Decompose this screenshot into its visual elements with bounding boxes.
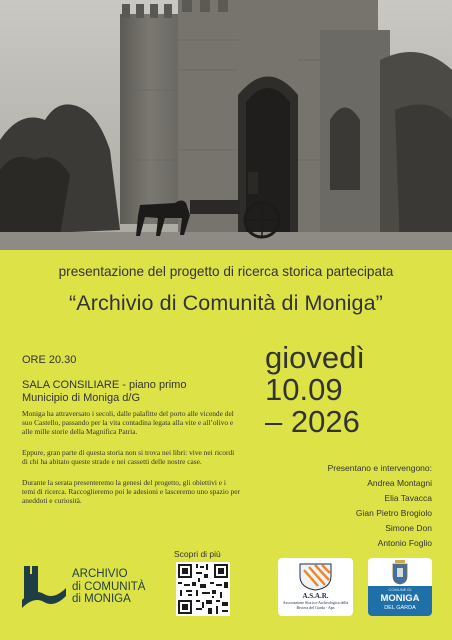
presenters-heading: Presentano e intervengono: [327, 463, 432, 473]
date-day: giovedì [265, 340, 365, 375]
presenter-name: Gian Pietro Brogiolo [355, 508, 432, 518]
description-paragraph-2: Eppure, gran parte di questa storia non si trova nei libri: vive nei ricordi di chi ha abitato queste strade e nei cassetti delle nostre case. [22, 448, 235, 466]
presenters-list [328, 461, 432, 551]
description-paragraph-3: Durante la serata presenteremo la genesi del progetto, gli obiettivi e i temi di ricerca. Raccoglieremo poi le adesioni e lasceremo uno spazio per aneddoti e curiosità. [22, 478, 240, 505]
coat-of-arms-icon [368, 558, 432, 586]
logo-line-3: di MONIGA [72, 593, 131, 605]
asar-emblem-icon [278, 558, 353, 592]
event-time: ORE 20.30 [22, 354, 77, 366]
moniga-comune: COMUNE DI [388, 587, 412, 592]
castle-logo-icon [22, 562, 66, 608]
asar-name: A.S.A.R. [302, 592, 329, 600]
moniga-logo [368, 558, 432, 616]
asar-logo [278, 558, 353, 616]
presenter-name: Antonio Foglio [377, 538, 432, 548]
venue-line-2: Municipio di Moniga d/G [22, 392, 141, 404]
presenter-name: Andrea Montagni [367, 478, 432, 488]
event-subtitle: presentazione del progetto di ricerca storica partecipata [58, 264, 394, 279]
moniga-sub: DEL GARDA [384, 605, 416, 611]
qr-label: Scopri di più [174, 549, 221, 559]
logo-line-2: di COMUNITÀ [72, 580, 146, 593]
date-date: 10.09 [265, 372, 343, 407]
presenter-name: Elia Tavacca [384, 493, 432, 503]
date-year: – 2026 [265, 404, 360, 439]
event-date [265, 342, 365, 438]
logo-line-1: ARCHIVIO [72, 568, 128, 580]
event-title: “Archivio di Comunità di Moniga” [69, 291, 383, 315]
archivio-logo [22, 556, 162, 616]
description-paragraph-1: Moniga ha attraversato i secoli, dalle palafitte del porto alle vicende del suo Castello, passando per la vita contadina legata alla vite e all’olivo e alle mille storie della Magnifica Patria. [22, 409, 234, 436]
event-venue [22, 379, 186, 405]
moniga-name: MONIGA [380, 593, 420, 604]
asar-subtitle: Associazione Storico-Archeologica della Riviera del Garda - Aps [282, 600, 349, 610]
castle-photo [0, 0, 452, 250]
qr-code[interactable] [176, 562, 230, 616]
venue-line-1: SALA CONSILIARE - piano primo [22, 379, 187, 391]
presenter-name: Simone Don [385, 523, 432, 533]
